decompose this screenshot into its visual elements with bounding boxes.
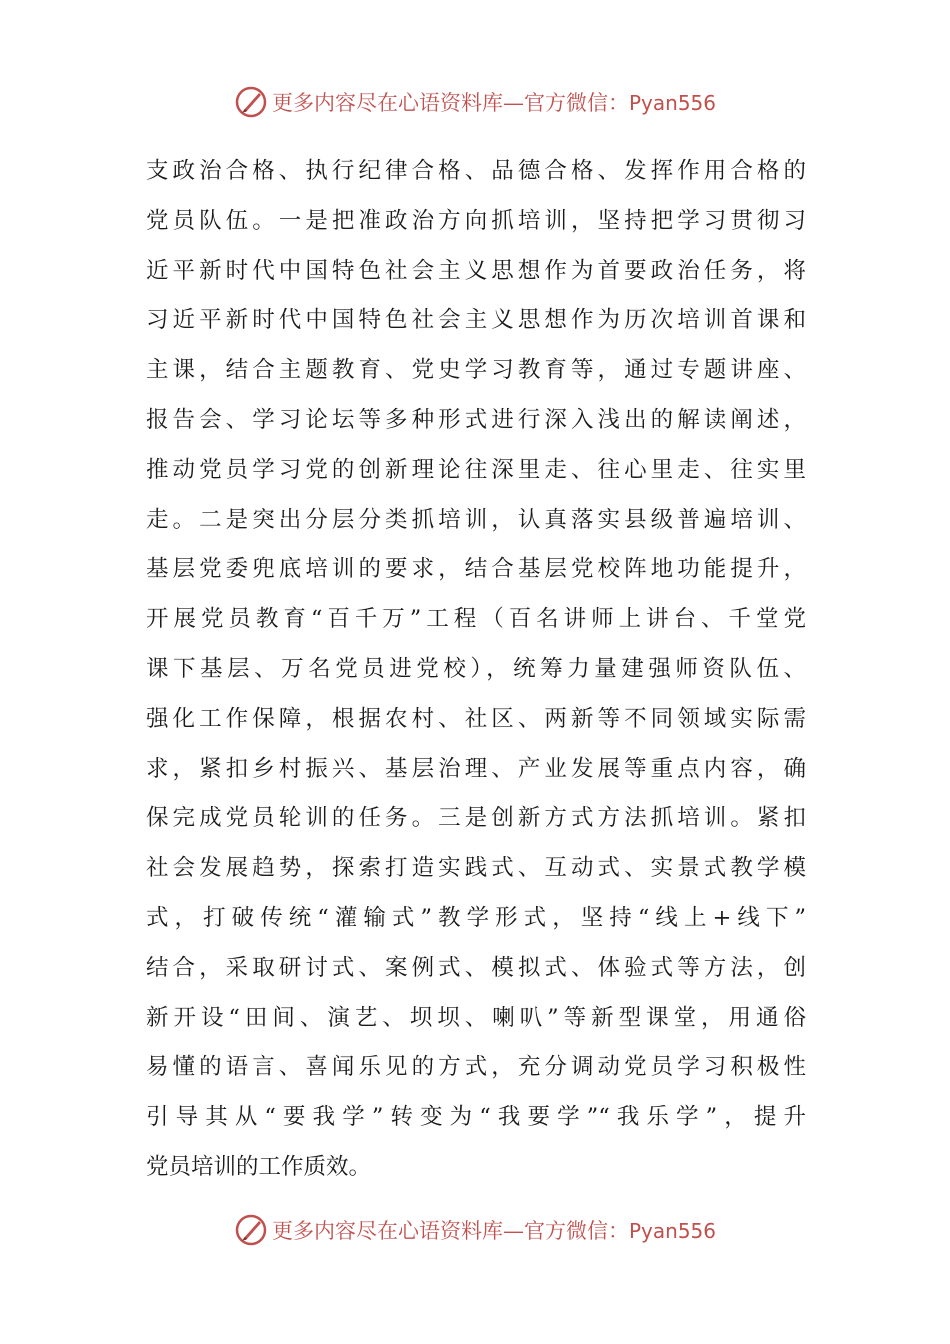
footer-watermark <box>0 1210 950 1250</box>
watermark-text: 更多内容尽在心语资料库—官方微信：Pyan556 <box>271 1219 716 1243</box>
text-line: 引导其从“要我学”转变为“我要学”“我乐学”，提升 <box>146 1104 806 1131</box>
text-line: 走。二是突出分层分类抓培训，认真落实县级普遍培训、 <box>146 506 806 533</box>
text-line: 基层党委兜底培训的要求，结合基层党校阵地功能提升， <box>146 556 806 583</box>
quill-logo-icon <box>234 1213 268 1247</box>
text-line: 主课，结合主题教育、党史学习教育等，通过专题讲座、 <box>146 357 806 384</box>
text-line: 结合，采取研讨式、案例式、模拟式、体验式等方法，创 <box>146 954 806 981</box>
header-watermark <box>0 82 950 122</box>
watermark-text: 更多内容尽在心语资料库—官方微信：Pyan556 <box>271 91 716 115</box>
text-line: 支政治合格、执行纪律合格、品德合格、发挥作用合格的 <box>146 158 806 184</box>
wechat-id: Pyan556 <box>628 91 716 115</box>
text-line: 近平新时代中国特色社会主义思想作为首要政治任务，将 <box>146 257 806 284</box>
text-line: 式，打破传统“灌输式”教学形式，坚持“线上+线下” <box>146 904 806 931</box>
text-line: 课下基层、万名党员进党校），统筹力量建强师资队伍、 <box>146 655 806 682</box>
document-body <box>146 147 806 1193</box>
text-line-last: 党员培训的工作质效。 <box>146 1153 372 1180</box>
quill-logo-icon <box>234 85 268 119</box>
text-line: 习近平新时代中国特色社会主义思想作为历次培训首课和 <box>146 307 806 334</box>
text-line: 推动党员学习党的创新理论往深里走、往心里走、往实里 <box>146 456 806 483</box>
text-line: 社会发展趋势，探索打造实践式、互动式、实景式教学模 <box>146 855 806 882</box>
text-line: 报告会、学习论坛等多种形式进行深入浅出的解读阐述， <box>146 406 806 433</box>
wechat-id: Pyan556 <box>628 1219 716 1243</box>
text-line: 新开设“田间、演艺、坝坝、喇叭”等新型课堂，用通俗 <box>146 1004 806 1031</box>
text-line: 保完成党员轮训的任务。三是创新方式方法抓培训。紧扣 <box>146 805 806 832</box>
text-line: 强化工作保障，根据农村、社区、两新等不同领域实际需 <box>146 705 806 732</box>
text-line: 开展党员教育“百千万”工程（百名讲师上讲台、千堂党 <box>146 606 806 633</box>
text-line: 易懂的语言、喜闻乐见的方式，充分调动党员学习积极性 <box>146 1054 806 1081</box>
text-line: 求，紧扣乡村振兴、基层治理、产业发展等重点内容，确 <box>146 755 806 782</box>
text-line: 党员队伍。一是把准政治方向抓培训，坚持把学习贯彻习 <box>146 207 806 234</box>
